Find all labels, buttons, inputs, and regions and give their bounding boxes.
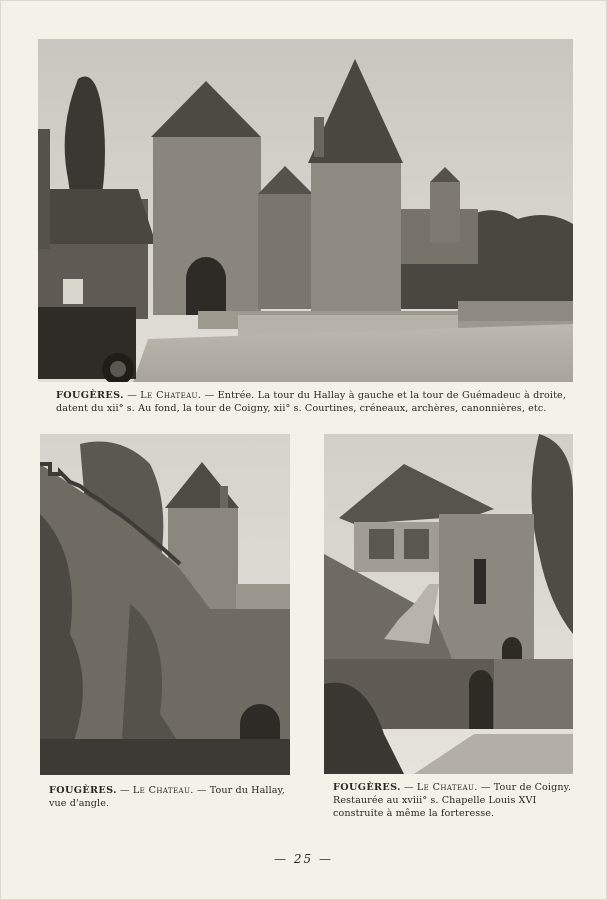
caption-br-sep2: — [477,782,494,793]
caption-bl-text: Tour du Hallay, vue d'angle. [49,785,285,809]
caption-top-sep2: — [201,390,218,401]
caption-bl-sep1: — [116,785,133,796]
caption-top [56,389,566,415]
photo-tour-coigny [324,434,573,774]
caption-top-sep1: — [123,390,141,401]
photo-tour-hallay [40,434,290,775]
caption-bl-subject: Le Chateau. [132,785,194,796]
caption-bl-place: FOUGÈRES. [49,785,117,796]
photo-chateau-entrance [38,39,573,382]
caption-bottom-right [333,781,573,820]
caption-br-subject: Le Chateau. [416,782,478,793]
photo-chateau-entrance-image [38,39,573,382]
caption-br-sep1: — [400,782,417,793]
caption-bottom-left [49,784,294,810]
caption-top-text: Entrée. La tour du Hallay à gauche et la tour de Guémadeuc à droite, datent du xii° s. Au fond, la tour de Coigny, xii° s. Courtines, créneaux, archères, canonnières, etc. [56,390,566,414]
caption-top-subject: Le Chateau. [140,390,202,401]
caption-br-text: Tour de Coigny. Restaurée au xviii° s. Chapelle Louis XVI construite à même la forteresse. [333,782,572,819]
page-number: — 25 — [274,852,333,866]
caption-br-place: FOUGÈRES. [333,782,401,793]
caption-top-place: FOUGÈRES. [56,390,124,401]
caption-bl-sep2: — [193,785,210,796]
photo-tour-hallay-image [40,434,290,775]
photo-tour-coigny-image [324,434,573,774]
